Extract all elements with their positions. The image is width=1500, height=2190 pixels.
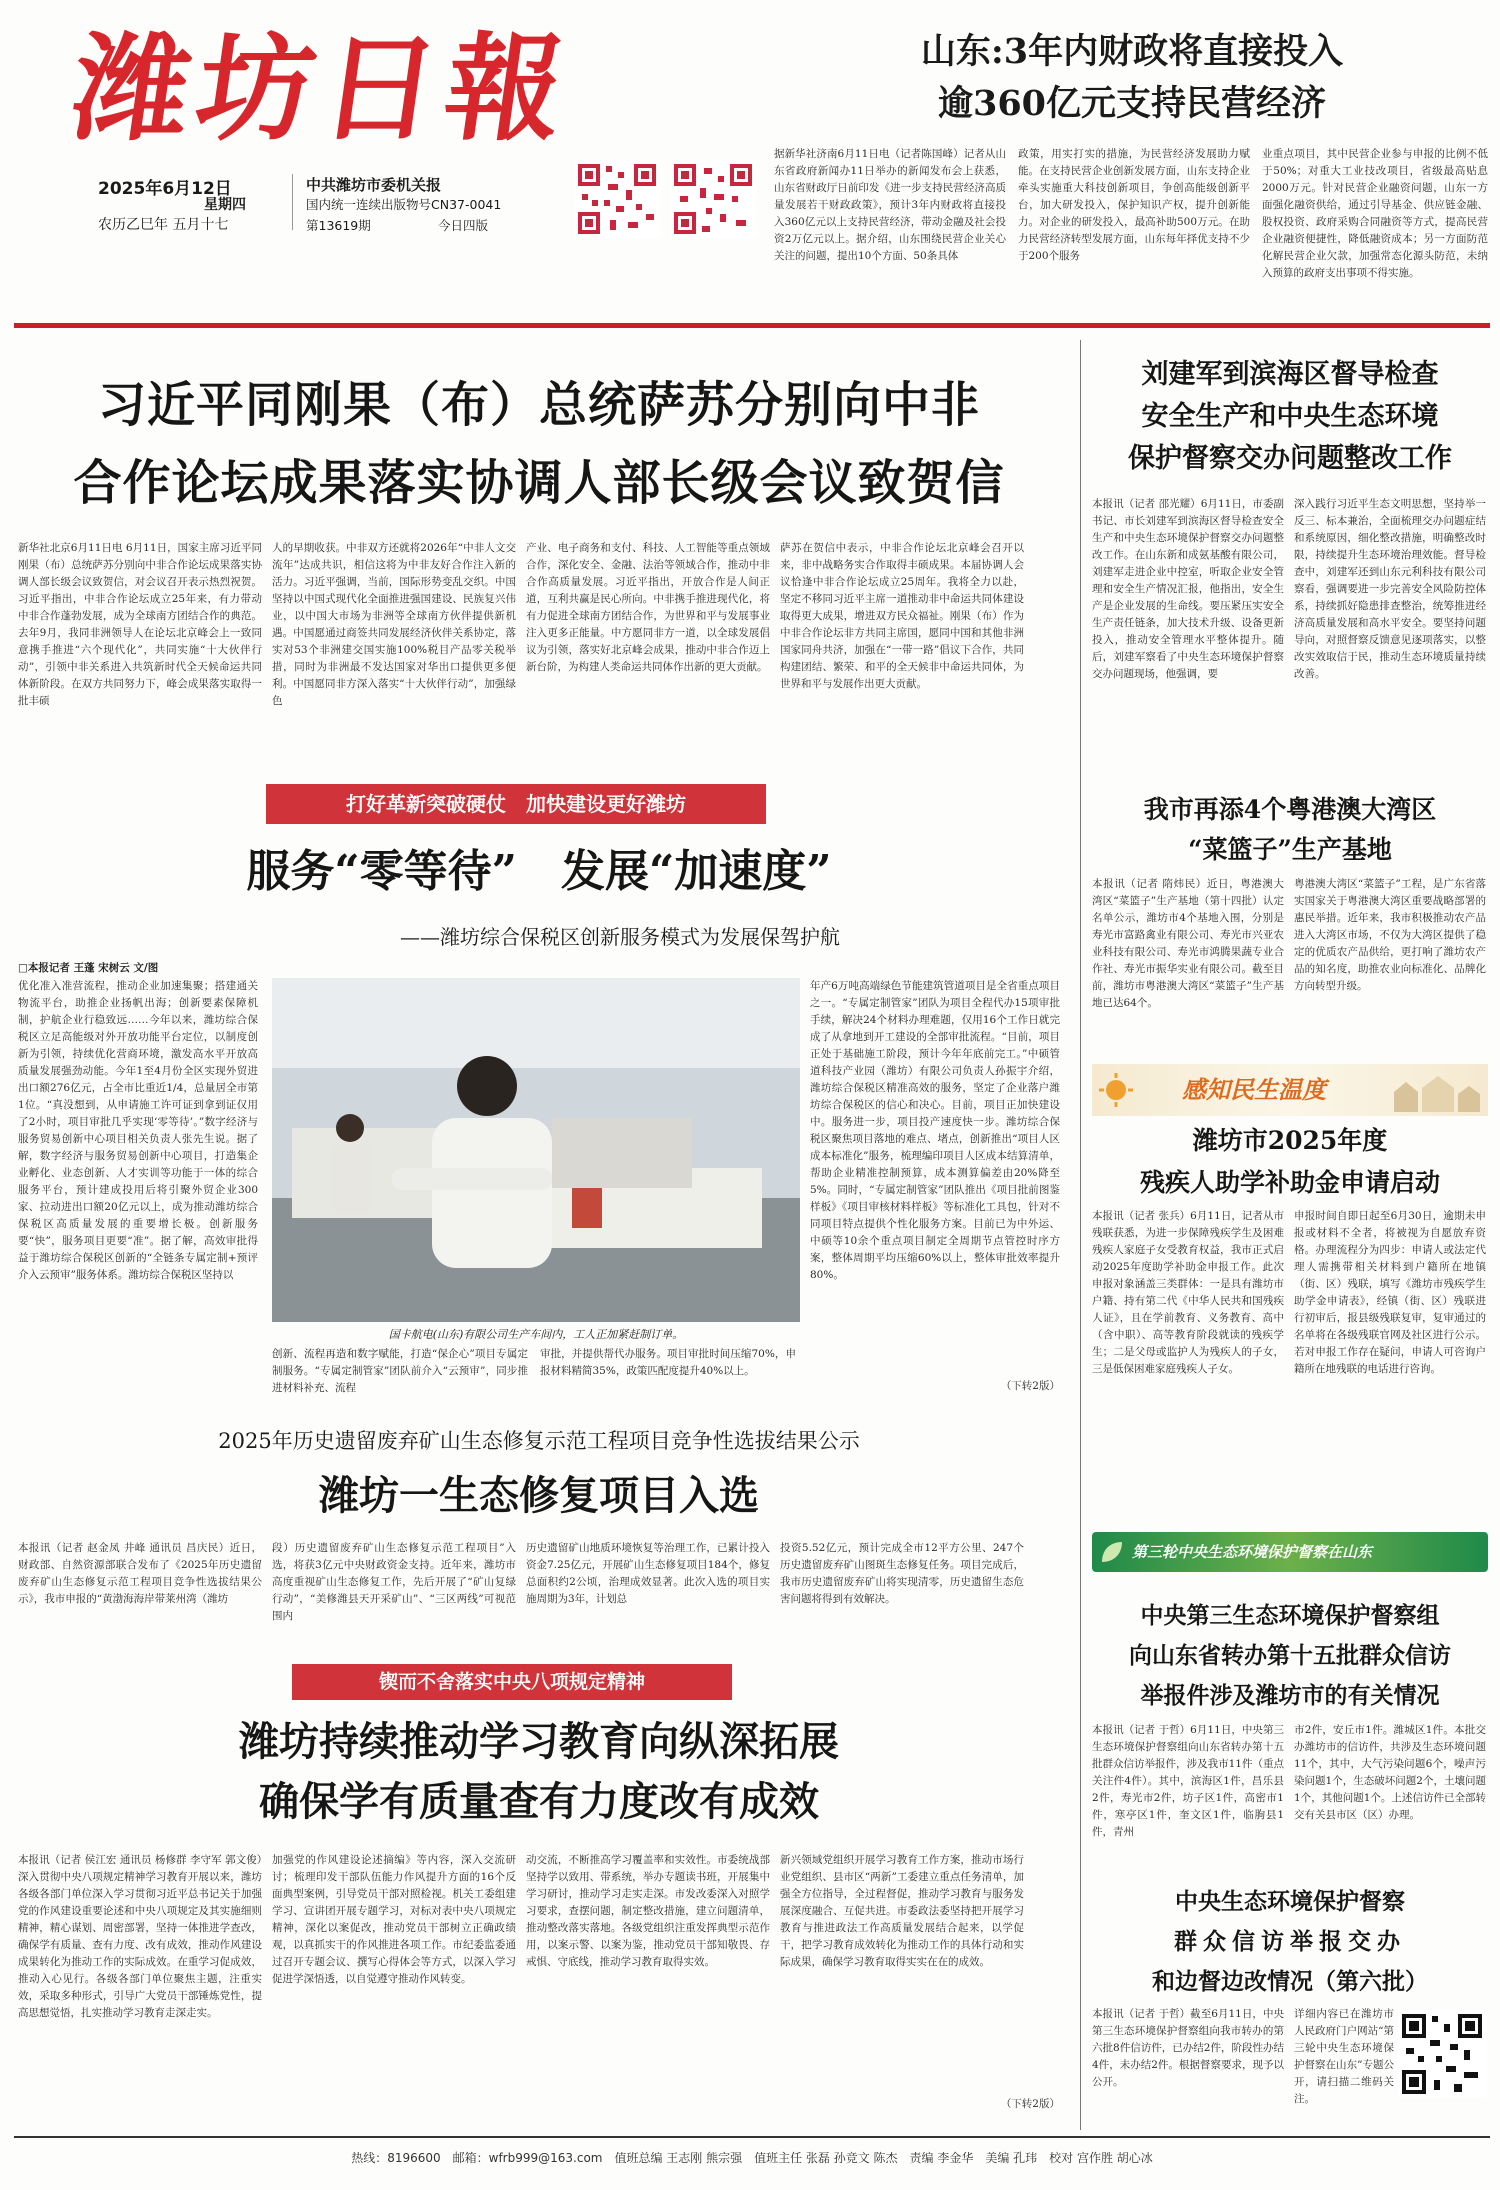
eco-headline: 潍坊一生态修复项目入选 <box>319 1472 759 1519</box>
welfare-col-2: 申报时间自即日起至6月30日，逾期未申报或材料不全者，将被视为自愿放弃资格。办理流程分为四步：申请人或法定代理人需携带相关材料到户籍所在地镇（街、区）残联，填写《潍坊市残疾学生助学金申请表》，经镇（街、区）残联进行初审后，报县级残联复审，复审通过的名单将在各级残联官网及社区进行公示。若对申报工作存在疑问，申请人可咨询户籍所在地残联的电话进行咨询。 <box>1294 1210 1486 1375</box>
qr-code-icon <box>574 160 660 238</box>
study-headline-line1: 潍坊持续推动学习教育向纵深拓展 <box>239 1718 839 1765</box>
inspect-banner <box>1092 1532 1488 1572</box>
veg-headline <box>1092 790 1488 870</box>
feature-headline: 服务“零等待” 发展“加速度” <box>246 846 832 897</box>
right-top-headline <box>1092 354 1488 480</box>
feature-jump: （下转2版） <box>1000 1380 1060 1392</box>
welfare-headline-line2: 残疾人助学补助金申请启动 <box>1139 1168 1440 1197</box>
cn-number: 国内统一连续出版物号CN37-0041 <box>306 197 502 212</box>
footer-rule <box>14 2136 1490 2138</box>
petition-headline-line2: 群众信访举报交办 <box>1174 1928 1406 1955</box>
top-story-title-line1: 山东:3年内财政将直接投入 <box>920 31 1344 72</box>
study-headline-line2: 确保学有质量查有力度改有成效 <box>259 1778 819 1825</box>
study-col-2: 加强党的作风建设论述摘编》等内容，深入交流研讨；梳理印发干部队伍能力作风提升方面的16个反面典型案例，引导党员干部对照检视。机关工委组建学习、宣讲团开展专题学习，对标对表中央八项规定精神，深化以案促改，推动党员干部树立正确政绩观，以真抓实干的作风推进各项工作。市纪委监委通过召开专题会议、撰写心得体会等方式，以深入学习促进学深悟透，以自觉遵守推动作风转变。 <box>272 1854 516 1985</box>
top-story-title-line2: 逾360亿元支持民营经济 <box>937 83 1327 124</box>
study-headline <box>14 1712 1064 1832</box>
feature-subtitle: ——潍坊综合保税区创新服务模式为发展保驾护航 <box>400 925 840 949</box>
welfare-banner <box>1092 1064 1488 1116</box>
eco-col-3: 历史遗留矿山地质环境恢复等治理工作，已累计投入资金7.25亿元，开展矿山生态修复项目184个，修复总面积约2公顷，治理成效显著。此次入选的项目实施周期为3年，计划总 <box>526 1542 770 1605</box>
lead-col-1: 新华社北京6月11日电 6月11日，国家主席习近平同刚果（布）总统萨苏分别向中非合作论坛成果落实协调人部长级会议致贺信，对会议召开表示热烈祝贺。习近平指出，中非合作论坛成立25年来，有力带动中非合作蓬勃发展，成为全球南方团结合作的典范。去年9月，我同非洲领导人在论坛北京峰会上一致同意携手推进“六个现代化”，共同实施“十大伙伴行动”，引领中非关系进入共筑新时代全天候命运共同体新阶段。在双方共同努力下，峰会成果落实取得一批丰硕 <box>18 542 262 707</box>
inspect-headline <box>1092 1596 1488 1716</box>
eco-col-1: 本报讯（记者 赵金凤 井峰 通讯员 昌庆民）近日，财政部、自然资源部联合发布了《2025年历史遗留废弃矿山生态修复示范工程项目竞争性选拔结果公示》，我市申报的“黄渤海海岸带莱州湾（潍坊 <box>18 1542 262 1605</box>
qr-code-icon <box>670 160 756 238</box>
masthead-red-rule <box>14 323 1490 328</box>
feature-col-right: 年产6万吨高端绿色节能建筑管道项目是全省重点项目之一。“专属定制管家”团队为项目全程代办15项审批手续，解决24个材料办理难题，仅用16个工作日就完成了从拿地到开工建设的全部审批流程。“目前，项目正处于基础施工阶段，预计今年年底前完工。”中硕管道科技产业园（潍坊）有限公司负责人孙振宇介绍，潍坊综合保税区精准高效的服务，坚定了企业落户潍坊综合保税区的信心和决心。目前，项目正加快建设中。服务进一步，项目投产速度快一步。潍坊综合保税区聚焦项目落地的难点、堵点，创新推出“项目人区成本标准化”服务，梳理编印项目人区成本结算清单，帮助企业精准控制预算，成本测算偏差由20%降至5%。同时，“专属定制管家”团队推出《项目批前图鉴样板》《项目审核材料样板》等标准化工具包，针对不同项目特点提供个性化服务方案。目前已为中外运、中硕等10余个重点项目制定全周期节点管控时序方案，整体周期平均压缩60%以上，整体审批效率提升80%。 <box>810 980 1060 1281</box>
feature-byline: □本报记者 王蓬 宋树云 文/图 <box>18 962 159 974</box>
welfare-tag: 感知民生温度 <box>1182 1076 1326 1104</box>
right-top-col-2: 深入践行习近平生态文明思想，坚持举一反三、标本兼治，全面梳理交办问题症结和系统原因，细化整改措施，明确整改时限，持续提升生态环境治理效能。督导检查中，刘建军还到山东元利科技有限公司察看，强调要进一步完善安全风险防控体系，持续抓好隐患排查整治，统筹推进经济高质量发展和高水平安全。要坚持问题导向，对照督察反馈意见逐项落实，以整改实效取信于民，推动生态环境质量持续改善。 <box>1294 498 1486 680</box>
lead-col-2: 人的早期收获。中非双方还就将2026年“中非人文交流年”达成共识，相信这将为中非友好合作注入新的活力。习近平强调，当前，国际形势变乱交织。中国坚持以中国式现代化全面推进强国建设、民族复兴伟业，以中国大市场为非洲等全球南方伙伴提供新机遇。中国愿通过商签共同发展经济伙伴关系协定，落实对53个非洲建交国实施100%税目产品零关税举措，同时为非洲最不发达国家对华出口提供更多便利。中国愿同非方深入落实“十大伙伴行动”，加强绿色 <box>272 542 516 707</box>
study-col-1: 本报讯（记者 侯江宏 通讯员 杨修群 李守军 郭文俊）深入贯彻中央八项规定精神学习教育开展以来，潍坊各级各部门单位深入学习贯彻习近平总书记关于加强党的作风建设重要论述和中央八项规定及其实施细则精神，精心谋划、周密部署，坚持一体推进学查改，确保学有质量、查有力度、改有成效，推动作风建设成果转化为推动工作的实际成效。在重学习促成效，推动入心见行。各级各部门单位聚焦主题，注重实效，采取多种形式，引导广大党员干部锤炼党性，提高思想觉悟，扎实推动学习教育走深走实。 <box>18 1854 262 2019</box>
top-story-col-1: 据新华社济南6月11日电（记者陈国峰）记者从山东省政府新闻办11日举办的新闻发布会上获悉，山东省财政厅日前印发《进一步支持民营经济高质量发展若干财政政策》，预计3年内财政将直接投入360亿元以上支持民营经济，带动金融及社会投资2万亿元以上。据介绍，山东围绕民营企业关心关注的问题，提出10个方面、50条具体 <box>774 148 1006 262</box>
inspect-headline-line1: 中央第三生态环境保护督察组 <box>1140 1602 1440 1629</box>
top-story-col-3: 业重点项目，其中民营企业参与申报的比例不低于50%；对重大工业技改项目，省级最高贴息2000万元。针对民营企业融资问题，山东一方面强化融资供给，通过引导基金、供应链金融、股权投资、政府采购合同融资等方式，提高民营企业融资便捷性，降低融资成本；另一方面防范化解民营企业欠款，加强常态化源头防范，未纳入预算的政府支出事项不得实施。 <box>1262 148 1488 279</box>
study-col-3: 动交流，不断推高学习覆盖率和实效性。市委统战部坚持学以致用、带系统，举办专题读书班，开展集中学习研讨，推动学习走实走深。市发改委深入对照学习要求，查摆问题，制定整改措施，建立问题清单，推动整改落实落地。各级党组织注重发挥典型示范作用，以案示警、以案为鉴，推动党员干部知敬畏、存戒惧、守底线，推动学习教育取得实效。 <box>526 1854 770 1968</box>
veg-headline-line2: “菜篮子”生产基地 <box>1188 835 1392 864</box>
leaf-icon <box>1098 1538 1126 1566</box>
petition-col-2: 详细内容已在潍坊市人民政府门户网站“第三轮中央生态环境保护督察在山东”专题公开，请扫描二维码关注。 <box>1294 2008 1394 2105</box>
welfare-col-1: 本报讯（记者 张兵）6月11日，记者从市残联获悉，为进一步保障残疾学生及困难残疾人家庭子女受教育权益，我市正式启动2025年度助学补助金申报工作。此次申报对象涵盖三类群体：一是具有潍坊市户籍、持有第二代《中华人民共和国残疾人证》，且在学前教育、义务教育、高中（含中职）、高等教育阶段就读的残疾学生；二是父母或监护人为残疾人的子女，三是低保困难家庭残疾人子女。 <box>1092 1210 1284 1375</box>
right-top-col-1: 本报讯（记者 邵光耀）6月11日，市委副书记、市长刘建军到滨海区督导检查安全生产和中央生态环境保护督察交办问题整改工作。在山东新和成氨基酸有限公司，刘建军走进企业中控室，听取企业安全管理和安全生产情况汇报，他指出，安全生产是企业发展的生命线。要压紧压实安全生产责任链条，加大技术升级、设备更新投入，推动安全管理水平整体提升。随后，刘建军察看了中央生态环境保护督察交办问题现场，他强调，要 <box>1092 498 1284 680</box>
petition-col-1: 本报讯（记者 于哲）截至6月11日，中央第三生态环境保护督察组向我市转办的第六批8件信访件，已办结2件，阶段性办结4件，未办结2件。根据督察要求，现予以公开。 <box>1092 2008 1284 2088</box>
feature-col-bottom-1: 创新、流程再造和数字赋能，打造“保企心”项目专属定制服务。“专属定制管家”团队前介入“云预审”，同步推进材料补充、流程 <box>272 1348 528 1394</box>
veg-col-1: 本报讯（记者 隋炜民）近日，粤港澳大湾区“菜篮子”生产基地（第十四批）认定名单公示，潍坊市4个基地入围，分别是寿光市富路禽业有限公司、寿光市兴亚农业科技有限公司、寿光市鸿腾果蔬专业合作社、寿光市振华实业有限公司。截至目前，潍坊市粤港澳大湾区“菜篮子”生产基地已达64个。 <box>1092 878 1284 1009</box>
eco-col-4: 投资5.52亿元，预计完成全市12平方公里、247个历史遗留废弃矿山图斑生态修复任务。项目完成后，我市历史遗留废弃矿山将实现清零，历史遗留生态危害问题将得到有效解决。 <box>780 1542 1024 1605</box>
inspect-banner-text: 第三轮中央生态环境保护督察在山东 <box>1132 1543 1373 1561</box>
column-divider <box>1080 340 1081 2130</box>
study-col-4: 新兴领域党组织开展学习教育工作方案，推动市场行业党组织、县市区“两新”工委建立重点任务清单，加强全方位指导，全过程督促，推动学习教育与服务发展深度融合、互促共进。市委政法委坚持把开展学习教育与推进政法工作高质量发展结合起来，以学促干，把学习教育成效转化为推动工作的具体行动和实际成果，确保学习教育取得实实在在的成效。 <box>780 1854 1024 1968</box>
lead-headline-line2: 合作论坛成果落实协调人部长级会议致贺信 <box>73 455 1005 511</box>
sun-icon <box>1098 1072 1134 1108</box>
issue-date: 2025年6月12日 <box>98 179 232 199</box>
inspect-headline-line2: 向山东省转办第十五批群众信访 <box>1129 1642 1451 1669</box>
veg-col-2: 粤港澳大湾区“菜篮子”工程，是广东省落实国家关于粤港澳大湾区重要战略部署的惠民举措。近年来，我市积极推动农产品进入大湾区市场，不仅为大湾区提供了稳定的优质农产品供给，更打响了潍坊农产品的知名度，助推农业向标准化、品牌化方向转型升级。 <box>1294 878 1486 992</box>
inspect-col-1: 本报讯（记者 于哲）6月11日，中央第三生态环境保护督察组向山东省转办第十五批群众信访举报件，涉及我市11件（重点关注件4件）。其中，滨海区1件，昌乐县2件，寿光市2件，坊子区1件，高密市1件，寒亭区1件，奎文区1件，临朐县1件，青州 <box>1092 1724 1284 1838</box>
inspect-headline-line3: 举报件涉及潍坊市的有关情况 <box>1140 1682 1440 1709</box>
right-top-headline-line3: 保护督察交办问题整改工作 <box>1128 443 1452 474</box>
study-jump: （下转2版） <box>1000 2098 1060 2110</box>
lead-col-4: 萨苏在贺信中表示，中非合作论坛北京峰会召开以来，非中战略务实合作取得丰硕成果。本届协调人会议恰逢中非合作论坛成立25周年。我将全力以赴，坚定不移同习近平主席一道推动非中命运共同体建设取得更大成果，增进双方民众福祉。刚果（布）作为中非合作论坛非方共同主席国，愿同中国和其他非洲国家同舟共济，加强在“一带一路”倡议下合作，共同构建团结、繁荣、和平的全天候非中命运共同体，为世界和平与发展作出更大贡献。 <box>780 542 1024 690</box>
photo-caption: 国卡航电(山东)有限公司生产车间内，工人正加紧赶制订单。 <box>388 1328 684 1341</box>
masthead-divider <box>292 174 293 230</box>
lead-headline <box>14 366 1064 522</box>
footer-credits: 热线：8196600 邮箱：wfrb999@163.com 值班总编 王志刚 熊宗强 值班主任 张磊 孙竞文 陈杰 责编 李金华 美编 孔玮 校对 宫作胜 胡心冰 <box>351 2151 1153 2165</box>
page-count: 今日四版 <box>438 218 489 233</box>
petition-headline-line3: 和边督边改情况（第六批） <box>1152 1968 1428 1995</box>
inspect-col-2: 市2件，安丘市1件。潍城区1件。本批交办潍坊市的信访件，共涉及生态环境问题11个，其中，大气污染问题6个，噪声污染问题1个，生态破坏问题2个，土壤问题1个，其他问题1个。上述信访件已全部转交有关县市区（区）办理。 <box>1294 1724 1486 1821</box>
newspaper-logo: 潍坊日報 <box>64 21 580 157</box>
issue-weekday: 星期四 <box>204 197 246 213</box>
feature-col-bottom-2: 审批，并提供帮代办服务。项目审批时间压缩70%，申报材料精简35%，政策匹配度提升40%以上。 <box>540 1348 796 1377</box>
petition-headline <box>1092 1882 1488 2002</box>
right-top-headline-line1: 刘建军到滨海区督导检查 <box>1141 359 1439 390</box>
feature-col-left: 优化准入准营流程，推动企业加速集聚；搭建通关物流平台，助推企业扬帆出海；创新要素保障机制，护航企业行稳致远……今年以来，潍坊综合保税区立足高能级对外开放功能平台定位，以制度创新为引领，持续优化营商环境，激发高水平开放高质量发展强劲动能。今年1至4月份全区实现外贸进出口额276亿元，占全市比重近1/4，总量居全市第1位。“真没想到，从申请施工许可证到拿到证仅用了2小时，项目审批几乎实现‘零等待’。”数字经济与服务贸易创新中心项目相关负责人张先生说。据了解，数字经济与服务贸易创新中心项目，打造集企业孵化、业态创新、人才实训等功能于一体的综合服务平台，预计建成投用后将引聚外贸企业300家、拉动进出口额20亿元以上，成为推动潍坊综合保税区高质量发展的重要增长极。创新服务要“快”，服务项目更要“准”。据了解，高效审批得益于潍坊综合保税区创新的“全链条专属定制+预评介入云预审”服务体系。潍坊综合保税区坚持以 <box>18 980 258 1281</box>
issue-number: 第13619期 <box>306 218 371 233</box>
masthead <box>14 14 762 232</box>
right-top-headline-line2: 安全生产和中央生态环境 <box>1141 401 1439 432</box>
petition-qr-code-icon <box>1398 2010 1486 2098</box>
welfare-headline <box>1092 1120 1488 1204</box>
lead-col-3: 产业、电子商务和支付、科技、人工智能等重点领域合作，深化安全、金融、法治等领域合作，推动中非合作高质量发展。习近平指出，开放合作是人间正道，互利共赢是民心所向。中非携手推进现代化，将有力促进全球南方团结合作，为世界和平与发展事业注入更多正能量。中方愿同非方一道，以全球发展倡议为引领，落实好北京峰会成果，推动中非合作迈上新台阶，为构建人类命运共同体作出新的更大贡献。 <box>526 542 770 673</box>
lunar-date: 农历乙巳年 五月十七 <box>98 217 229 233</box>
welfare-headline-line1: 潍坊市2025年度 <box>1192 1126 1388 1155</box>
org-name: 中共潍坊市委机关报 <box>306 176 442 194</box>
top-story-title <box>774 26 1490 130</box>
top-story-col-2: 政策，用实打实的措施，为民营经济发展助力赋能。在支持民营企业创新发展方面，山东支持企业牵头实施重大科技创新项目，争创高能级创新平台，加大研发投入，保护知识产权，提升创新能力。对企业的研发投入，最高补助500万元。在助力民营经济转型发展方面，山东每年择优支持不少于200个服务 <box>1018 148 1250 262</box>
feature-photo <box>272 978 800 1322</box>
eco-col-2: 段）历史遗留废弃矿山生态修复示范工程项目”入选，将获3亿元中央财政资金支持。近年来，潍坊市高度重视矿山生态修复工作，先后开展了“矿山复绿行动”，“美修潍县天开采矿山”、“三区两线”可视范围内 <box>272 1542 516 1622</box>
feature-band: 打好革新突破硬仗 加快建设更好潍坊 <box>266 784 766 824</box>
study-band: 锲而不舍落实中央八项规定精神 <box>292 1664 732 1700</box>
petition-headline-line1: 中央生态环境保护督察 <box>1175 1888 1405 1915</box>
eco-kicker: 2025年历史遗留废弃矿山生态修复示范工程项目竞争性选拔结果公示 <box>218 1429 860 1453</box>
houses-icon <box>1392 1074 1482 1112</box>
veg-headline-line1: 我市再添4个粤港澳大湾区 <box>1143 795 1437 824</box>
lead-headline-line1: 习近平同刚果（布）总统萨苏分别向中非 <box>97 377 980 433</box>
